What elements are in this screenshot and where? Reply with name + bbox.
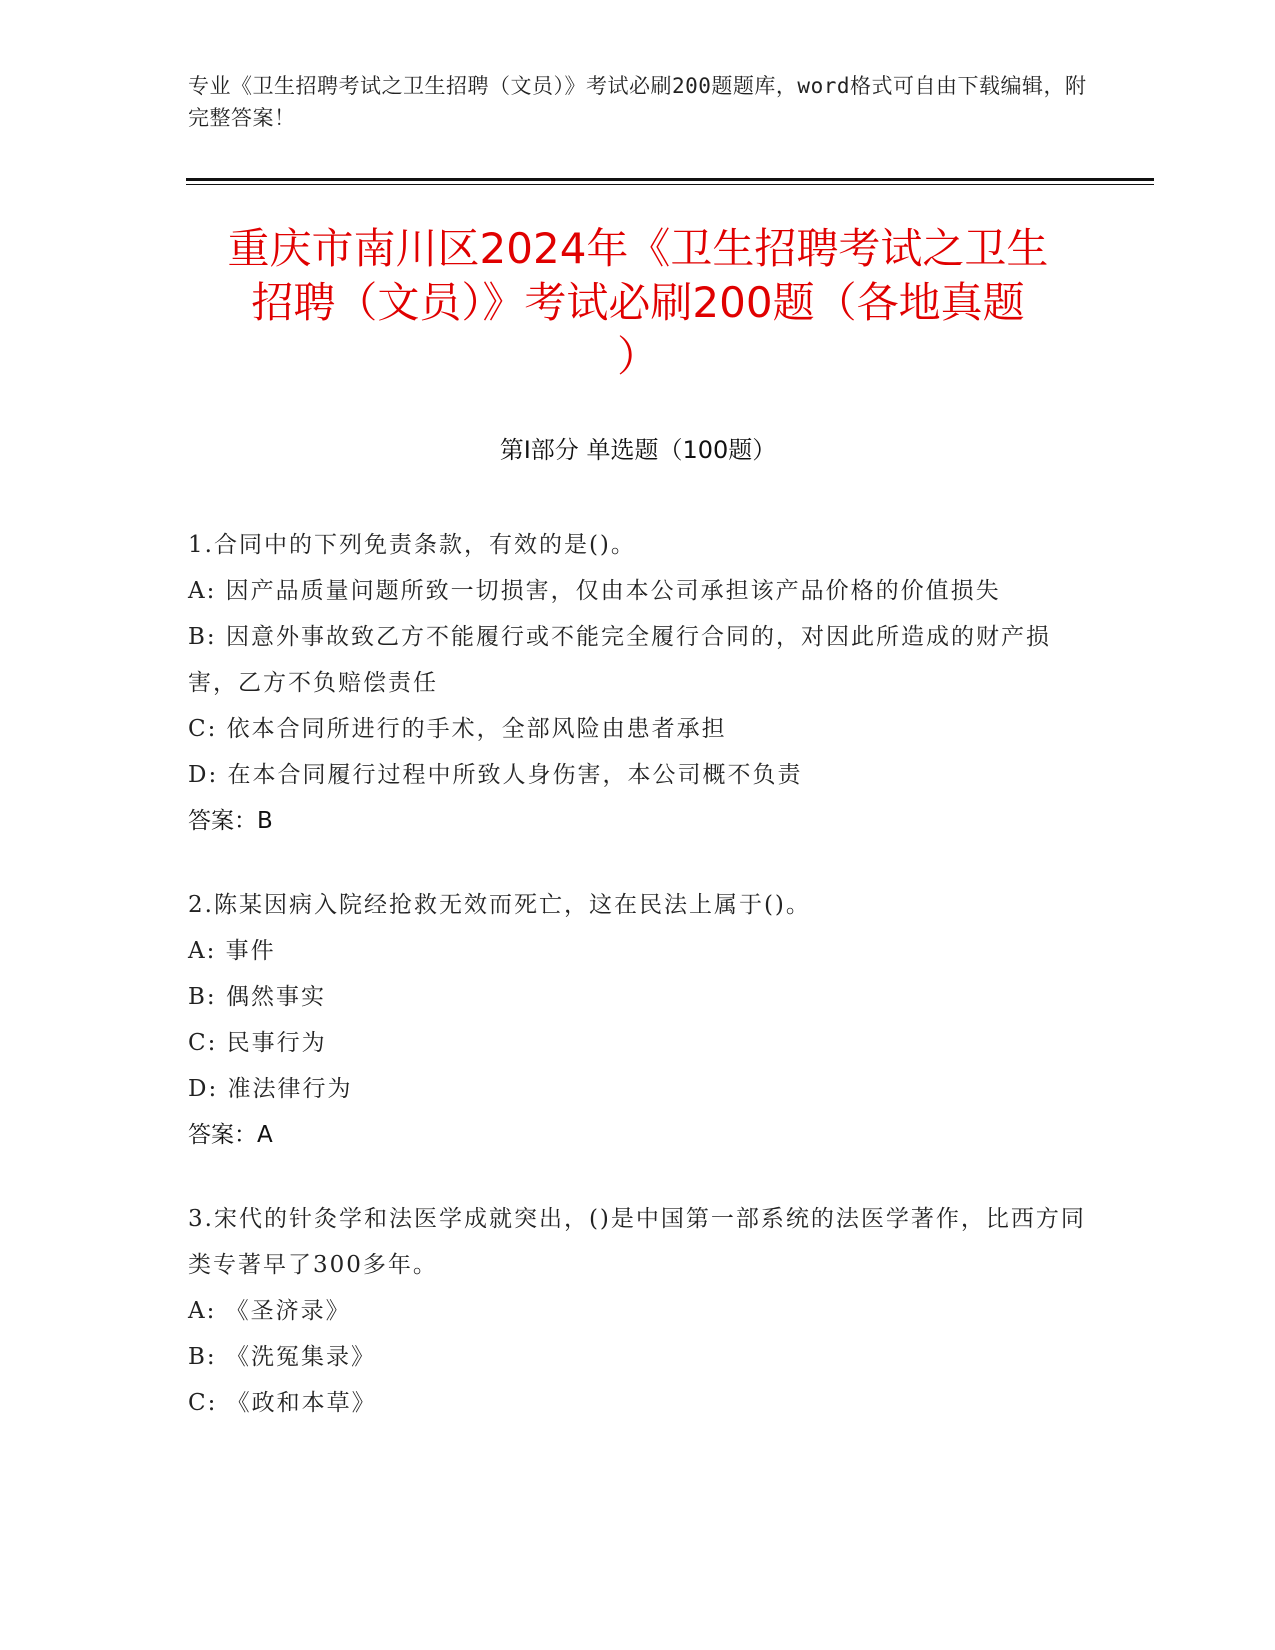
question-2 xyxy=(188,882,1088,1158)
option-b: B: 偶然事实 xyxy=(188,984,326,1010)
header-note: 专业《卫生招聘考试之卫生招聘（文员）》考试必刷200题题库，word格式可自由下载编辑，附完整答案！ xyxy=(188,74,1087,130)
option-b: B: 《洗冤集录》 xyxy=(188,1344,376,1370)
question-3 xyxy=(188,1196,1088,1426)
question-1 xyxy=(188,522,1088,844)
title-line-2: 招聘（文员）》考试必刷200题（各地真题 xyxy=(251,278,1025,327)
document-title xyxy=(188,222,1088,384)
option-d: D: 在本合同履行过程中所致人身伤害，本公司概不负责 xyxy=(188,762,803,788)
option-a: A: 《圣济录》 xyxy=(188,1298,351,1324)
header-divider-thick xyxy=(186,178,1154,181)
section-heading: 第I部分 单选题（100题） xyxy=(499,436,777,464)
question-list xyxy=(188,522,1088,1464)
option-a: A: 因产品质量问题所致一切损害，仅由本公司承担该产品价格的价值损失 xyxy=(188,578,1001,604)
option-c: C: 依本合同所进行的手术，全部风险由患者承担 xyxy=(188,716,727,742)
option-c: C: 《政和本草》 xyxy=(188,1390,377,1416)
option-a: A: 事件 xyxy=(188,938,276,964)
answer: 答案：A xyxy=(188,1122,273,1148)
header-divider-thin xyxy=(186,184,1154,185)
option-d: D: 准法律行为 xyxy=(188,1076,353,1102)
question-stem: 1.合同中的下列免责条款，有效的是()。 xyxy=(188,532,636,558)
option-c: C: 民事行为 xyxy=(188,1030,327,1056)
title-line-1: 重庆市南川区2024年《卫生招聘考试之卫生 xyxy=(227,224,1049,273)
title-line-3: ） xyxy=(616,332,659,381)
answer: 答案：B xyxy=(188,808,273,834)
question-stem: 2.陈某因病入院经抢救无效而死亡，这在民法上属于()。 xyxy=(188,892,811,918)
question-stem: 3.宋代的针灸学和法医学成就突出，()是中国第一部系统的法医学著作，比西方同类专著早了300多年。 xyxy=(188,1206,1086,1278)
option-b: B: 因意外事故致乙方不能履行或不能完全履行合同的，对因此所造成的财产损害，乙方不负赔偿责任 xyxy=(188,624,1051,696)
